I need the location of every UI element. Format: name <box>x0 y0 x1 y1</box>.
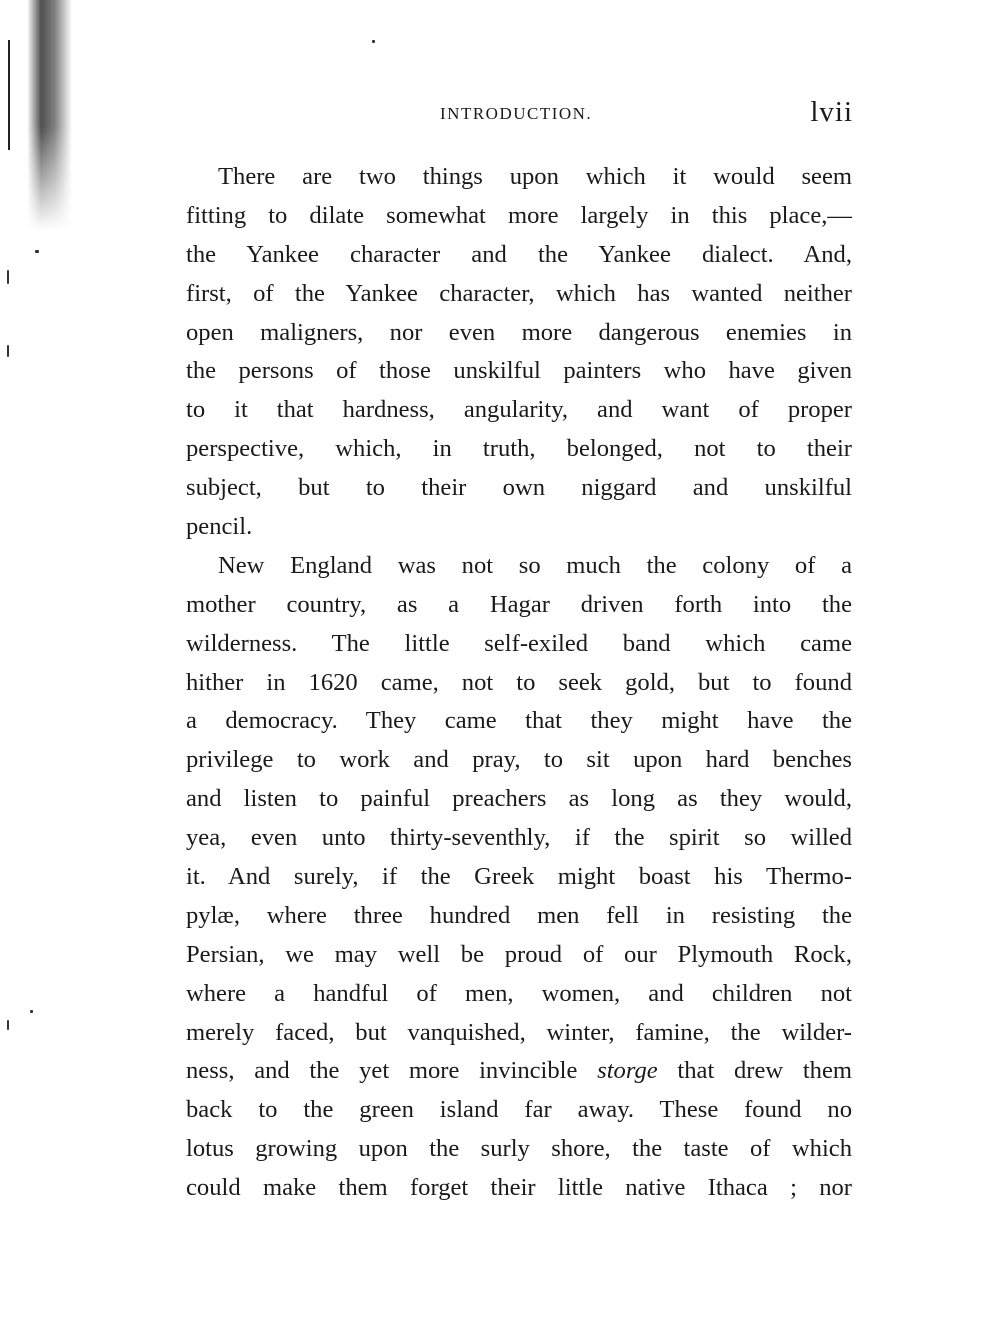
text-line: subject, but to their own niggard and unskilful <box>186 474 852 502</box>
page-number: lvii <box>810 96 853 128</box>
text-line: mother country, as a Hagar driven forth into the <box>186 590 852 618</box>
scan-speck <box>7 1020 9 1030</box>
scan-edge-line <box>8 40 10 150</box>
text-line: the persons of those unskilful painters who have given <box>186 357 852 385</box>
text-line: merely faced, but vanquished, winter, famine, the wilder- <box>186 1018 852 1046</box>
text-line: where a handful of men, women, and children not <box>186 979 852 1007</box>
text-line: and listen to painful preachers as long as they would, <box>186 785 852 813</box>
scan-speck <box>7 345 9 357</box>
text-line: back to the green island far away. These found no <box>186 1096 852 1124</box>
binding-shadow <box>28 0 72 230</box>
text-line: first, of the Yankee character, which has wanted neither <box>186 279 852 307</box>
scan-speck <box>372 40 375 43</box>
text-line: perspective, which, in truth, belonged, not to their <box>186 435 852 463</box>
scan-speck <box>35 250 39 253</box>
running-head-title: INTRODUCTION. <box>440 104 593 123</box>
italic-word: storge <box>597 1057 658 1085</box>
text-line: open maligners, nor even more dangerous enemies in <box>186 318 852 346</box>
text-line: could make them forget their little native Ithaca ; nor <box>186 1174 852 1202</box>
text-line: fitting to dilate somewhat more largely in this place,— <box>186 201 852 229</box>
text-line: the Yankee character and the Yankee dialect. And, <box>186 240 852 268</box>
text-segment: that drew them <box>677 1057 853 1085</box>
running-head <box>190 96 855 132</box>
text-line: wilderness. The little self-exiled band which came <box>186 629 852 657</box>
text-line: lotus growing upon the surly shore, the taste of which <box>186 1135 852 1163</box>
text-line: Persian, we may well be proud of our Plymouth Rock, <box>186 940 852 968</box>
text-line: yea, even unto thirty-seventhly, if the spirit so willed <box>186 824 852 852</box>
text-line: it. And surely, if the Greek might boast his Thermo- <box>186 863 852 891</box>
text-line: hither in 1620 came, not to seek gold, but to found <box>186 668 852 696</box>
text-line: New England was not so much the colony of a <box>218 551 852 579</box>
scan-speck <box>7 270 9 284</box>
text-line: a democracy. They came that they might have the <box>186 707 852 735</box>
text-line: pylæ, where three hundred men fell in resisting the <box>186 901 852 929</box>
text-line: to it that hardness, angularity, and want of proper <box>186 396 852 424</box>
scan-speck <box>30 1010 33 1013</box>
text-line: privilege to work and pray, to sit upon hard benches <box>186 746 852 774</box>
text-segment: ness, and the yet more invincible <box>186 1057 578 1085</box>
body-text <box>186 158 852 1208</box>
text-line: pencil. <box>186 513 253 541</box>
text-line: There are two things upon which it would seem <box>218 163 852 190</box>
text-line-with-italic <box>186 1052 852 1091</box>
